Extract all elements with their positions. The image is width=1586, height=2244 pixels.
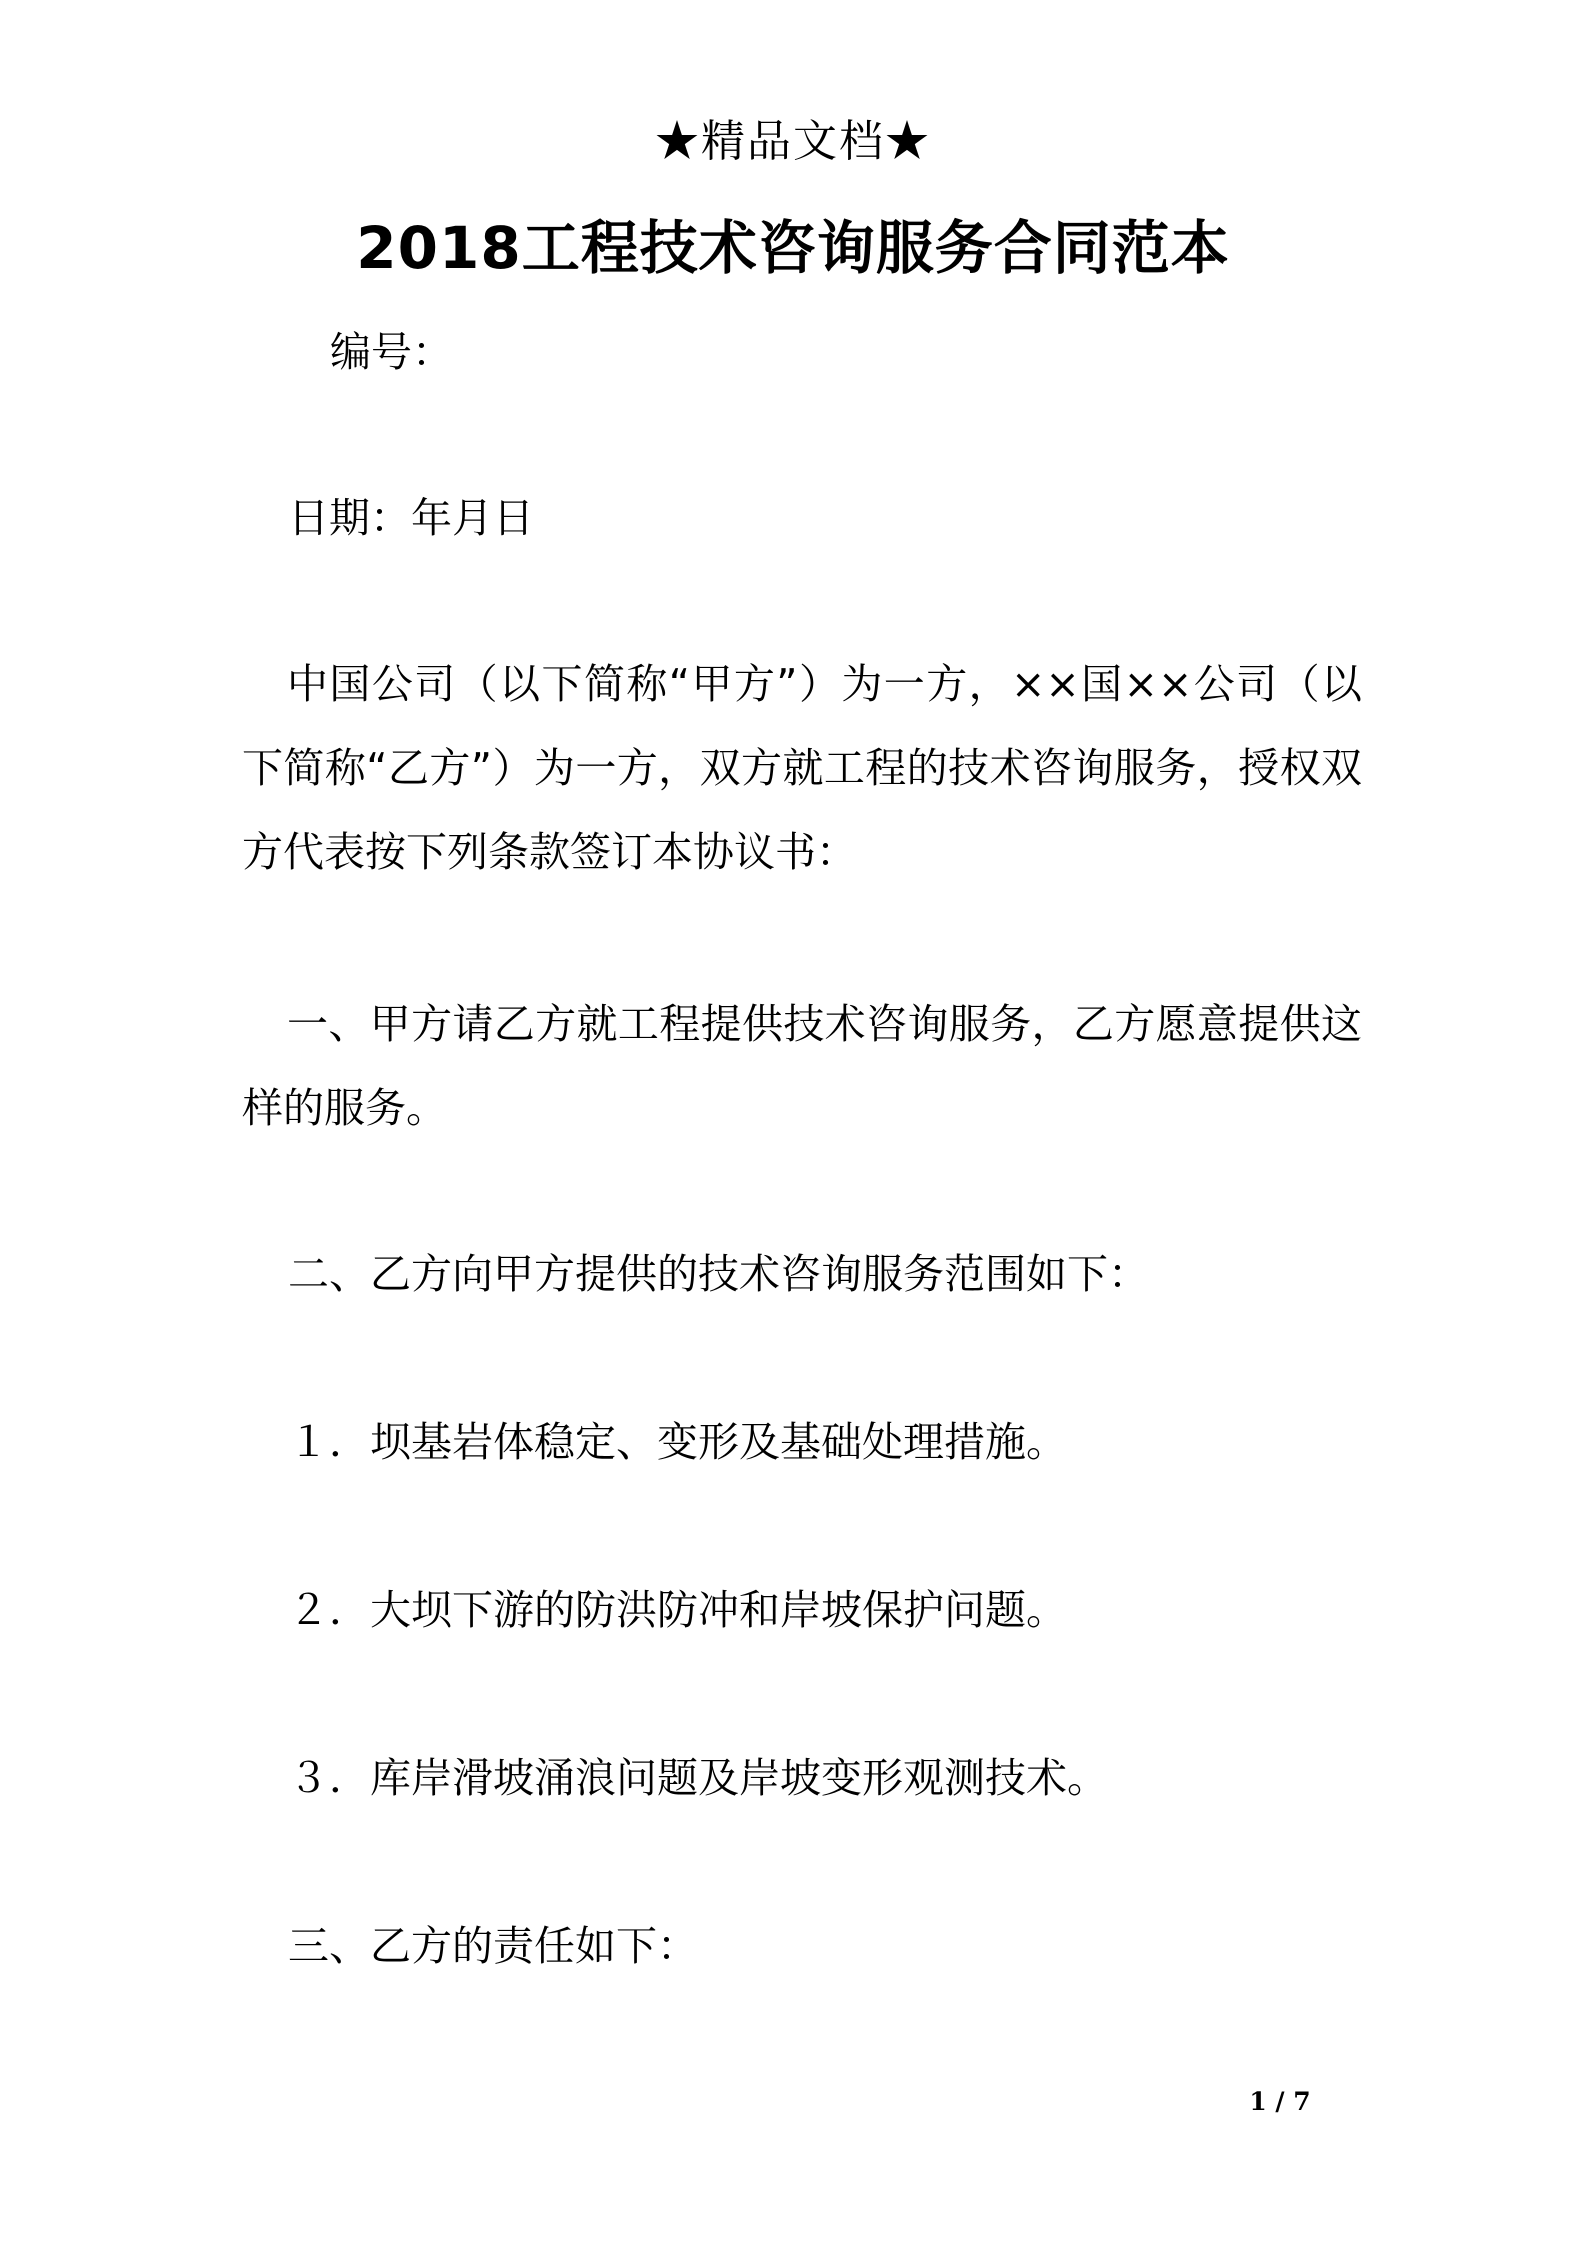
number-label: 编号： xyxy=(330,328,453,376)
clause-3-heading: 三、乙方的责任如下： xyxy=(288,1922,698,1970)
page-number: 1 / 7 xyxy=(1249,2087,1311,2116)
list-item-2: ２．大坝下游的防洪防冲和岸坡保护问题。 xyxy=(288,1586,1067,1634)
header-mark: ★精品文档★ xyxy=(655,116,931,167)
list-item-1: １．坝基岩体稳定、变形及基础处理措施。 xyxy=(288,1418,1067,1466)
document-title: 2018工程技术咨询服务合同范本 xyxy=(356,214,1230,282)
list-item-3: ３．库岸滑坡涌浪问题及岸坡变形观测技术。 xyxy=(288,1754,1108,1802)
clause-1-paragraph: 一、甲方请乙方就工程提供技术咨询服务，乙方愿意提供这样的服务。 xyxy=(242,1000,1362,1132)
clause-2-heading: 二、乙方向甲方提供的技术咨询服务范围如下： xyxy=(288,1250,1149,1298)
intro-paragraph: 中国公司（以下简称“甲方”）为一方，××国××公司（以下简称“乙方”）为一方，双方就工程的技术咨询服务，授权双方代表按下列条款签订本协议书： xyxy=(242,660,1362,876)
date-label: 日期：年月日 xyxy=(288,494,534,542)
